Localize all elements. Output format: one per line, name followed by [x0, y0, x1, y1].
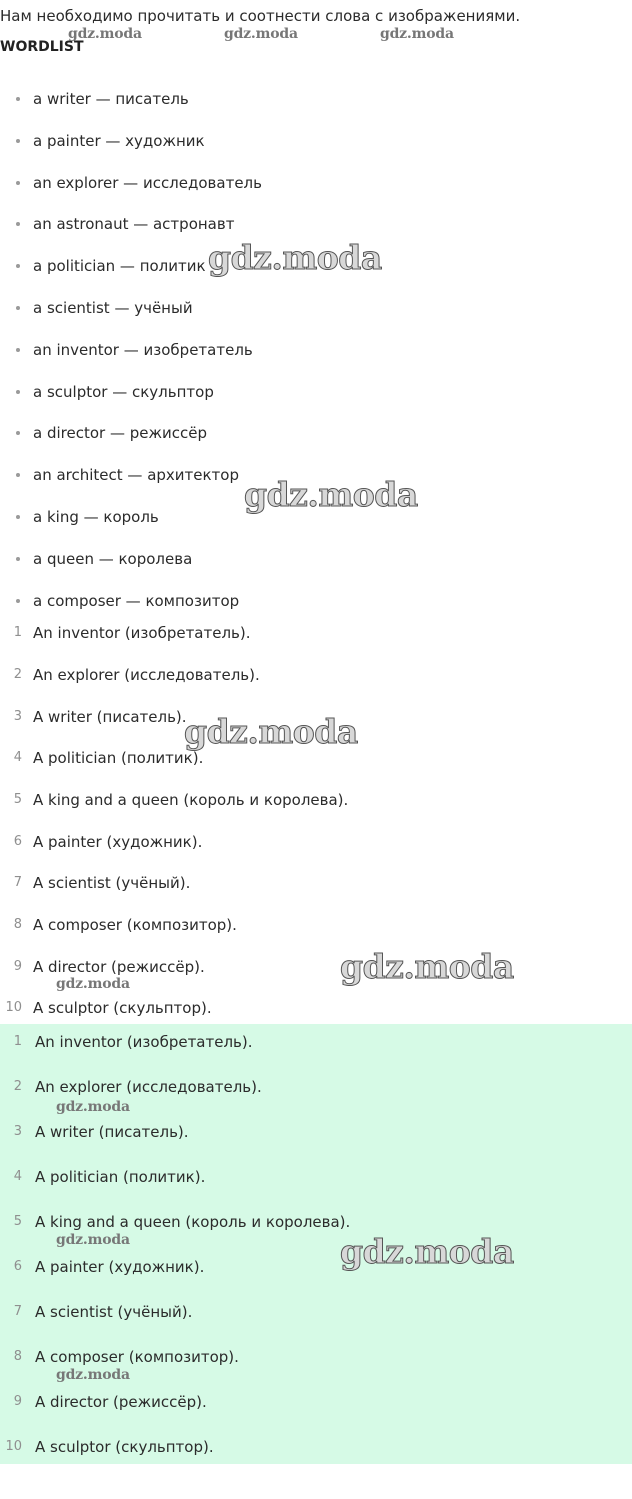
answer-item: 7 A scientist (учёный).: [0, 1301, 632, 1323]
watermark: gdz.moda: [184, 712, 358, 751]
item-number: 10: [5, 1000, 22, 1015]
list-item: a politician — политик: [0, 255, 632, 277]
watermark: gdz.moda: [208, 238, 382, 277]
answer-item: 1 An inventor (изобретатель).: [0, 622, 632, 644]
answer-item: 8 A composer (композитор).: [0, 914, 632, 936]
answer-item: 8 A composer (композитор).: [0, 1346, 632, 1368]
answer-item: 1 An inventor (изобретатель).: [0, 1031, 632, 1053]
answer-item: 3 A writer (писатель).: [0, 1121, 632, 1143]
item-number: 9: [13, 1394, 22, 1409]
bullet-icon: [16, 390, 20, 394]
bullet-icon: [16, 306, 20, 310]
item-number: 3: [13, 1124, 22, 1139]
item-number: 8: [13, 1349, 22, 1364]
item-number: 8: [13, 917, 22, 932]
item-number: 5: [13, 792, 22, 807]
bullet-icon: [16, 599, 20, 603]
item-number: 7: [13, 1304, 22, 1319]
item-number: 9: [13, 959, 22, 974]
bullet-icon: [16, 97, 20, 101]
watermark: gdz.moda: [224, 26, 298, 42]
item-number: 3: [13, 709, 22, 724]
bullet-icon: [16, 557, 20, 561]
answer-item: 7 A scientist (учёный).: [0, 872, 632, 894]
item-number: 1: [13, 1034, 22, 1049]
intro-text: Нам необходимо прочитать и соотнести слова с изображениями.: [0, 7, 521, 25]
bullet-icon: [16, 515, 20, 519]
answer-item: 4 A politician (политик).: [0, 1166, 632, 1188]
bullet-icon: [16, 222, 20, 226]
watermark: gdz.moda: [340, 1232, 514, 1271]
watermark: gdz.moda: [56, 1232, 130, 1248]
answer-item: 5 A king and a queen (король и королева).: [0, 789, 632, 811]
item-number: 2: [13, 1079, 22, 1094]
answer-item: 5 A king and a queen (король и королева).: [0, 1211, 632, 1233]
answer-item: 6 A painter (художник).: [0, 1256, 632, 1278]
list-item: a king — король: [0, 506, 632, 528]
answer-item: 10 A sculptor (скульптор).: [0, 1436, 632, 1458]
answer-item: 9 A director (режиссёр).: [0, 956, 632, 978]
list-item: an explorer — исследователь: [0, 172, 632, 194]
bullet-icon: [16, 348, 20, 352]
list-item: a sculptor — скульптор: [0, 381, 632, 403]
item-number: 6: [13, 1259, 22, 1274]
answer-item: 3 A writer (писатель).: [0, 706, 632, 728]
list-item: a painter — художник: [0, 130, 632, 152]
bullet-icon: [16, 431, 20, 435]
list-item: a scientist — учёный: [0, 297, 632, 319]
answer-item: 4 A politician (политик).: [0, 747, 632, 769]
wordlist-heading: WORDLIST: [0, 39, 84, 55]
list-item: an architect — архитектор: [0, 464, 632, 486]
watermark: gdz.moda: [68, 26, 142, 42]
watermark: gdz.moda: [380, 26, 454, 42]
answer-item: 10 A sculptor (скульптор).: [0, 997, 632, 1019]
item-number: 2: [13, 667, 22, 682]
list-item: an astronaut — астронавт: [0, 213, 632, 235]
answer-item: 2 An explorer (исследователь).: [0, 1076, 632, 1098]
list-item: a composer — композитор: [0, 590, 632, 612]
list-item: a director — режиссёр: [0, 422, 632, 444]
list-item: a queen — королева: [0, 548, 632, 570]
watermark: gdz.moda: [56, 1367, 130, 1383]
list-item: a writer — писатель: [0, 88, 632, 110]
watermark: gdz.moda: [56, 976, 130, 992]
item-number: 1: [13, 625, 22, 640]
watermark: gdz.moda: [340, 947, 514, 986]
watermark: gdz.moda: [244, 475, 418, 514]
item-number: 10: [5, 1439, 22, 1454]
answer-item: 6 A painter (художник).: [0, 831, 632, 853]
bullet-icon: [16, 473, 20, 477]
item-number: 7: [13, 875, 22, 890]
list-item: an inventor — изобретатель: [0, 339, 632, 361]
bullet-icon: [16, 181, 20, 185]
watermark: gdz.moda: [56, 1099, 130, 1115]
answer-item: 9 A director (режиссёр).: [0, 1391, 632, 1413]
item-number: 4: [13, 750, 22, 765]
answer-item: 2 An explorer (исследователь).: [0, 664, 632, 686]
item-number: 5: [13, 1214, 22, 1229]
item-number: 6: [13, 834, 22, 849]
bullet-icon: [16, 139, 20, 143]
item-number: 4: [13, 1169, 22, 1184]
bullet-icon: [16, 264, 20, 268]
